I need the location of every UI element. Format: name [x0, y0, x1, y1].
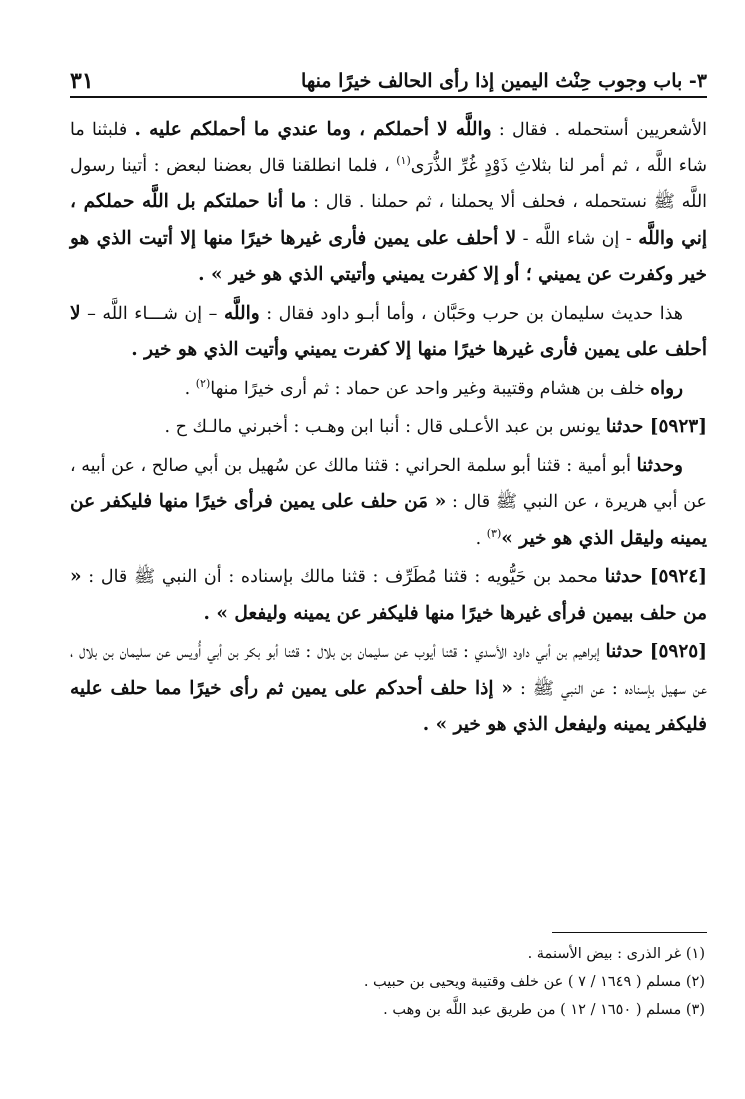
- page-number: ٣١: [70, 68, 94, 94]
- footnote-ref-2: (٢): [195, 376, 211, 390]
- hadith-5923-chain-2: وحدثنا أبو أمية : قثنا أبو سلمة الحراني : قثنا مالك عن سُهيل بن أبي صالح ، عن أبيه ، عن أبي هريرة ، عن النبي ﷺ قال : « مَن حلف على يمين فرأى خيرًا منها فليكفر عن يمينه وليقل الذي هو خير »$^{(٣)}$ .: [70, 454, 707, 549]
- footnote-ref-3: (٣): [486, 526, 502, 540]
- page-header: [70, 62, 707, 98]
- footnote-1: (١) غر الذرى : بيض الأسنمة .: [527, 946, 705, 962]
- running-title: ٣- باب وجوب حِنْث اليمين إذا رأى الحالف خيرًا منها: [301, 70, 707, 92]
- hadith-5924: [٥٩٢٤] حدثنا محمد بن حَيُّويه : قثنا مُطَرِّف : قثنا مالك بإسناده : أن النبي ﷺ قال : « من حلف بيمين فرأى غيرها خيرًا منها فليكفر عن يمينه وليفعل » .: [70, 566, 707, 624]
- paragraph-riwaya: رواه خلف بن هشام وقتيبة وغير واحد عن حماد : ثم أرى خيرًا منها$^{(٢)}$ .: [184, 376, 683, 399]
- footnotes: [70, 940, 705, 1024]
- hadith-5925: [٥٩٢٥] حدثنا إبراهيم بن أبي داود الأسدي : قثنا أيوب عن سليمان بن بلال : قثنا أبو بكر بن أبي أُويس عن سليمان بن بلال ، عن سهيل بإسناده : عن النبي ﷺ : « إذا حلف أحدكم على يمين ثم رأى خيرًا مما حلف عليه فليكفر يمينه وليفعل الذي هو خير » .: [70, 641, 707, 735]
- hadith-5923: [٥٩٢٣] حدثنا يونس بن عبد الأعـلى قال : أنبا ابن وهـب : أخبرني مالـك ح .: [164, 416, 707, 437]
- paragraph-narration-note: هذا حديث سليمان بن حرب وحَبَّان ، وأما أبـو داود فقال : واللَّه – إن شـــاء اللَّه – لا أحلف على يمين فأرى غيرها خيرًا منها إلا كفرت يميني وأتيت الذي هو خير .: [70, 302, 707, 360]
- footnote-3: (٣) مسلم ( ١٦٥٠ / ١٢ ) من طريق عبد اللَّه بن وهب .: [383, 1002, 705, 1018]
- paragraph-hadith-continuation: الأشعريين أستحمله . فقال : واللَّه لا أحملكم ، وما عندي ما أحملكم عليه . فلبثنا ما شاء اللَّه ، ثم أمر لنا بثلاثِ ذَوْدٍ غُرِّ الذُّرَى$^{(١)}$ ، فلما انطلقنا قال بعضنا لبعض : أتينا رسول اللَّه ﷺ نستحمله ، فحلف ألا يحملنا ، ثم حملنا . قال : ما أنا حملتكم بل اللَّه حملكم ، إني واللَّه - إن شاء اللَّه - لا أحلف على يمين فأرى غيرها خيرًا منها إلا أتيت الذي هو خير وكفرت عن يميني ؛ أو إلا كفرت يميني وأتيتي الذي هو خير » .: [70, 119, 708, 285]
- footnote-2: (٢) مسلم ( ١٦٤٩ / ٧ ) عن خلف وقتيبة ويحيى بن حبيب .: [363, 974, 705, 990]
- main-text: [70, 112, 707, 744]
- footnote-ref-1: (١): [396, 153, 411, 167]
- footnote-divider: [552, 932, 707, 933]
